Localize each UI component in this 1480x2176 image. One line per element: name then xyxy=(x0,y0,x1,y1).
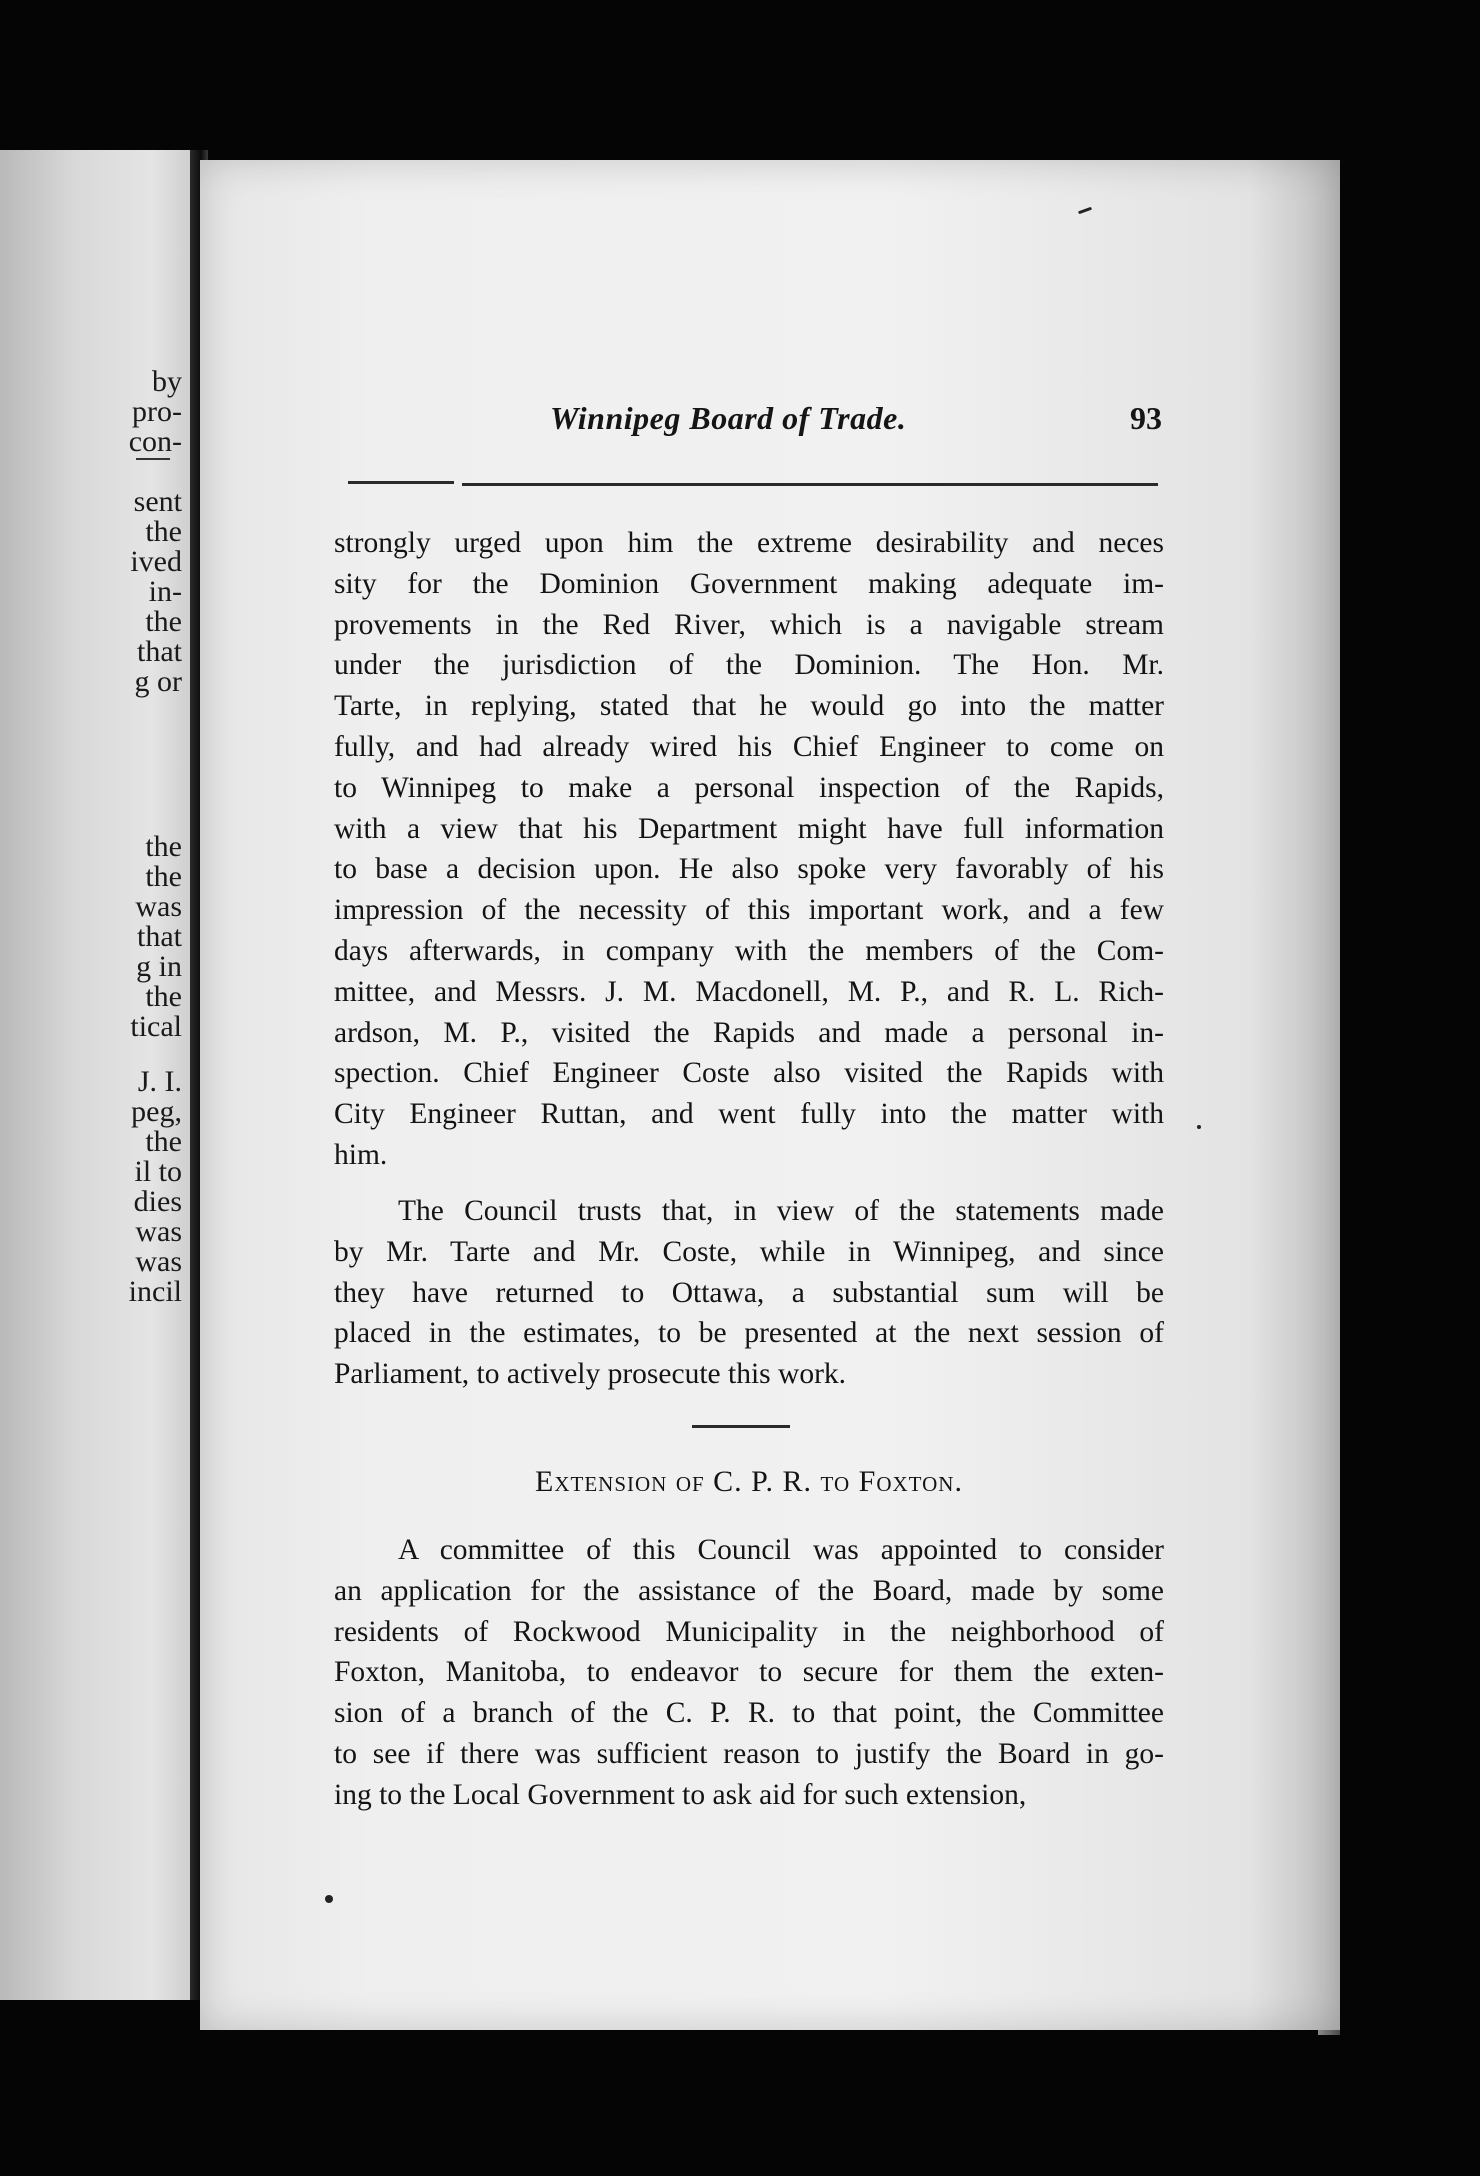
paragraph-1 xyxy=(334,523,1164,1176)
left-page-text-fragment: the xyxy=(145,830,182,863)
left-page-text-fragment: the xyxy=(145,605,182,638)
left-page-text-fragment: the xyxy=(145,515,182,548)
running-title: Winnipeg Board of Trade. xyxy=(550,400,907,436)
text-line: impression of the necessity of this important work, and a few xyxy=(334,894,1164,927)
text-line: City Engineer Ruttan, and went fully into the matter with xyxy=(334,1098,1164,1131)
left-page-text-fragment: the xyxy=(145,980,182,1013)
left-page-text-fragment: the xyxy=(145,1125,182,1158)
text-line: to see if there was sufficient reason to justify the Board in go- xyxy=(334,1737,1164,1770)
section-heading: Extension of C. P. R. to Foxton. xyxy=(535,1465,963,1498)
paragraph-3 xyxy=(334,1530,1164,1816)
left-page-text-fragment: peg, xyxy=(131,1095,182,1128)
text-line: A committee of this Council was appointed to consider xyxy=(398,1534,1164,1566)
left-page-text-fragment: pro- xyxy=(132,395,182,428)
text-line: placed in the estimates, to be presented at the next session of xyxy=(334,1317,1164,1350)
text-line: provements in the Red River, which is a navigable stream xyxy=(334,608,1164,641)
ink-speck xyxy=(325,1895,333,1903)
left-page-text-fragment: tical xyxy=(130,1010,182,1043)
left-page-text-fragment: con- xyxy=(128,425,182,458)
left-page-text-fragment: that xyxy=(137,920,182,953)
left-page-text-fragment: was xyxy=(135,1245,182,1278)
text-line: with a view that his Department might have full information xyxy=(334,812,1164,845)
header-rule xyxy=(348,481,454,484)
text-line: to Winnipeg to make a personal inspection of the Rapids, xyxy=(334,771,1164,804)
left-page-text-fragment: dies xyxy=(133,1185,182,1218)
left-page-text-fragment: g or xyxy=(134,665,182,698)
left-page-text-fragment: J. I. xyxy=(137,1065,182,1098)
text-line: mittee, and Messrs. J. M. Macdonell, M. P., and R. L. Rich- xyxy=(334,975,1164,1008)
text-line: ing to the Local Government to ask aid for such extension, xyxy=(334,1778,1027,1811)
text-line: him. xyxy=(334,1138,388,1171)
ink-speck xyxy=(1197,1125,1201,1129)
text-line: to base a decision upon. He also spoke very favorably of his xyxy=(334,853,1164,886)
left-page-text-fragment: in- xyxy=(148,575,182,608)
text-line: days afterwards, in company with the members of the Com- xyxy=(334,934,1164,967)
left-page-text-fragment: incil xyxy=(128,1275,182,1308)
text-line: Tarte, in replying, stated that he would go into the matter xyxy=(334,690,1164,723)
left-page-text-fragment: was xyxy=(135,1215,182,1248)
left-page-text-fragment: g in xyxy=(136,950,182,983)
text-line: they have returned to Ottawa, a substantial sum will be xyxy=(334,1276,1164,1309)
text-line: residents of Rockwood Municipality in the neighborhood of xyxy=(334,1615,1164,1648)
running-head xyxy=(345,400,1165,450)
text-line: strongly urged upon him the extreme desirability and neces xyxy=(334,527,1164,559)
left-page-text-fragment: sent xyxy=(133,485,182,518)
left-page-text-fragment: ived xyxy=(130,545,182,578)
text-line: sion of a branch of the C. P. R. to that point, the Committee xyxy=(334,1697,1164,1730)
text-line: spection. Chief Engineer Coste also visited the Rapids with xyxy=(334,1057,1164,1090)
text-line: an application for the assistance of the Board, made by some xyxy=(334,1574,1164,1607)
text-line: sity for the Dominion Government making adequate im- xyxy=(334,567,1164,600)
left-page-text-fragment: that xyxy=(137,635,182,668)
text-line: ardson, M. P., visited the Rapids and made a personal in- xyxy=(334,1016,1164,1049)
left-page-text-fragment: by xyxy=(152,365,182,398)
header-rule xyxy=(462,483,1158,486)
left-page-text-fragment: il to xyxy=(134,1155,182,1188)
text-line: fully, and had already wired his Chief Engineer to come on xyxy=(334,730,1164,763)
previous-page-fragment xyxy=(0,150,190,2000)
text-line: under the jurisdiction of the Dominion. The Hon. Mr. xyxy=(334,649,1164,682)
left-page-text-fragment: the xyxy=(145,860,182,893)
text-line: Foxton, Manitoba, to endeavor to secure for them the exten- xyxy=(334,1656,1164,1689)
paragraph-2 xyxy=(334,1191,1164,1395)
text-line: Parliament, to actively prosecute this work. xyxy=(334,1358,847,1391)
section-divider xyxy=(692,1425,790,1428)
left-page-text-fragment: was xyxy=(135,890,182,923)
text-line: by Mr. Tarte and Mr. Coste, while in Winnipeg, and since xyxy=(334,1235,1164,1268)
page-number: 93 xyxy=(1130,400,1162,436)
text-line: The Council trusts that, in view of the statements made xyxy=(398,1195,1164,1227)
